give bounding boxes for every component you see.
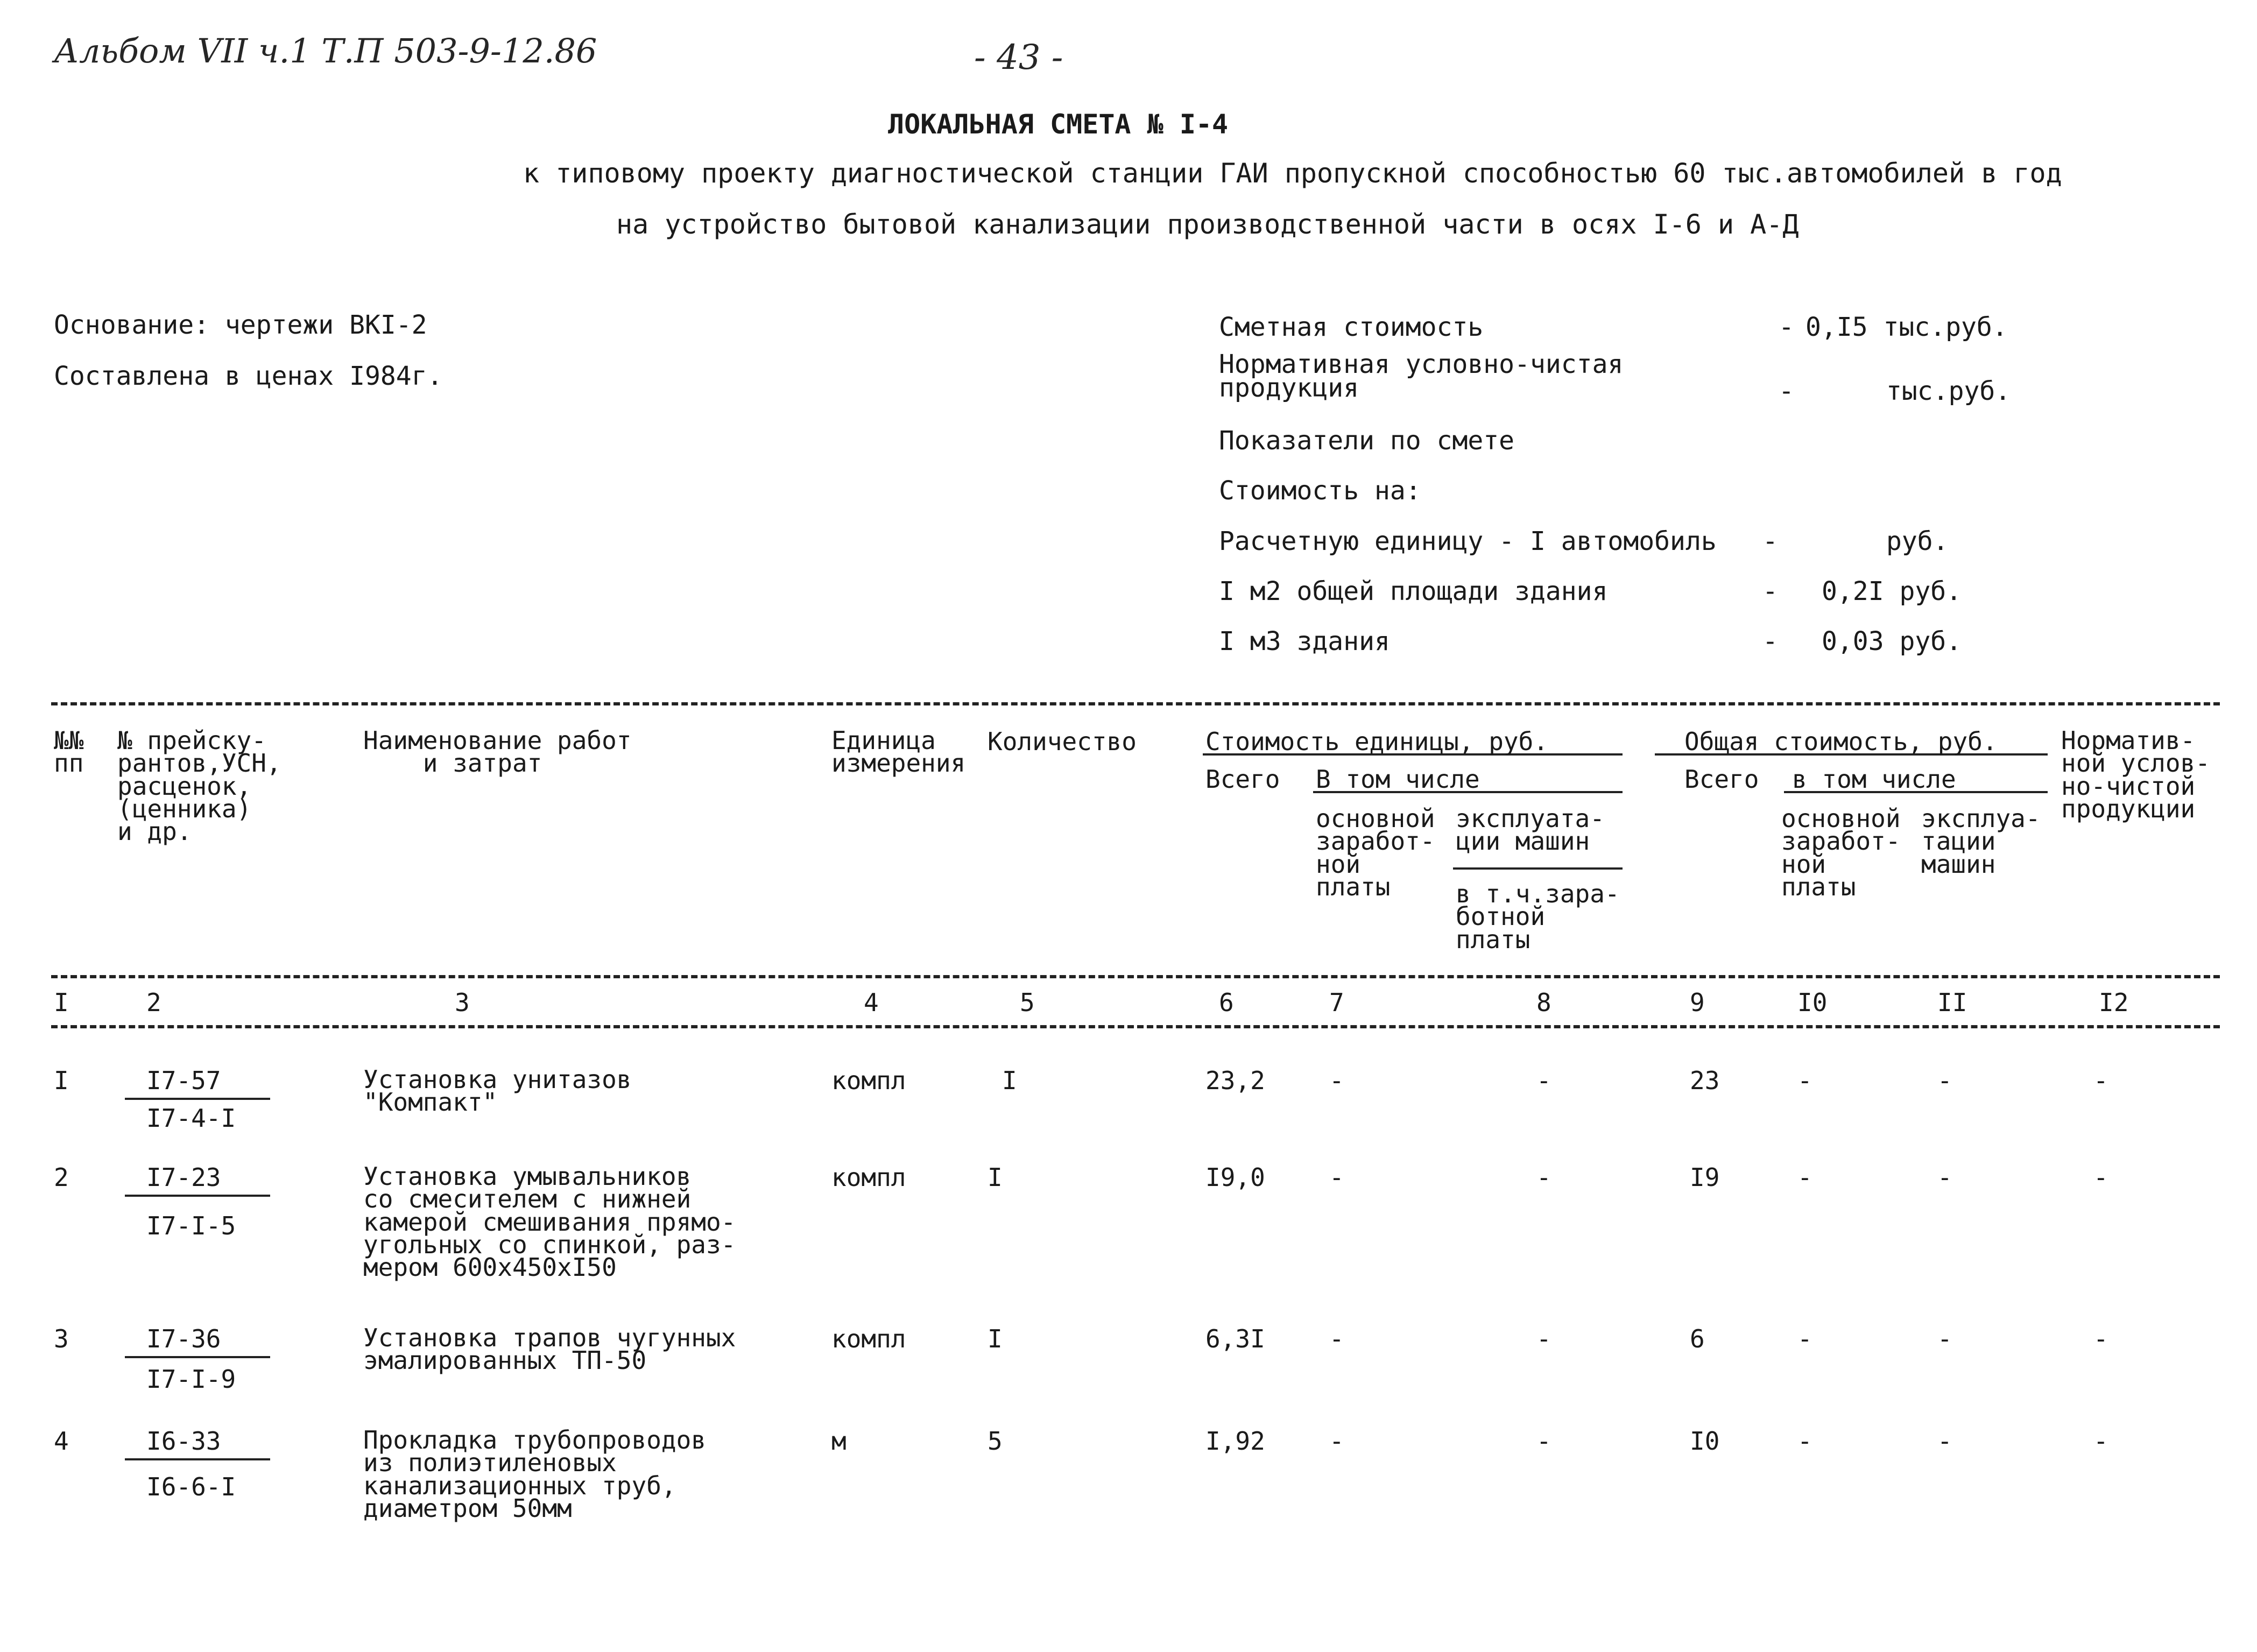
quantity: 5 <box>988 1427 1003 1456</box>
header-net-product: Норматив- ной услов- но-чистой продукции <box>2061 726 2210 823</box>
column-number-6: 6 <box>1219 988 1234 1017</box>
column-number-3: 3 <box>455 988 470 1017</box>
summary-per-m2-value: 0,2I руб. <box>1822 576 1962 606</box>
net-product: - <box>2093 1066 2108 1095</box>
unit-mach-underline <box>1453 867 1623 870</box>
summary-per-car-value: руб. <box>1886 526 1949 556</box>
total: 6 <box>1690 1324 1705 1353</box>
total-machines: - <box>1937 1324 1952 1353</box>
table-top-rule <box>51 702 2220 705</box>
unit-wage: - <box>1329 1066 1344 1095</box>
summary-net-product-dash: - <box>1779 376 1794 406</box>
work-name: Установка унитазов "Компакт" <box>363 1065 632 1117</box>
total-machines: - <box>1937 1066 1952 1095</box>
total-wage: - <box>1797 1324 1812 1353</box>
unit: компл <box>831 1163 906 1192</box>
document-subtitle-2: на устройство бытовой канализации производственной части в осях I-6 и А-Д <box>616 209 1799 240</box>
unit: м <box>831 1427 847 1456</box>
unit-wage: - <box>1329 1427 1344 1456</box>
document-subtitle-1: к типовому проекту диагностической станции ГАИ пропускной способностью 60 тыс.автомобилей в год <box>523 158 2062 189</box>
unit-total: 6,3I <box>1205 1324 1265 1353</box>
price-code-divider <box>125 1098 270 1100</box>
summary-per-car-label: Расчетную единицу - I автомобиль <box>1219 526 1717 556</box>
unit-machines: - <box>1536 1324 1551 1353</box>
album-reference: Альбом VII ч.1 Т.П 503-9-12.86 <box>54 31 597 70</box>
total: 23 <box>1690 1066 1720 1095</box>
summary-per-m3-label: I м3 здания <box>1219 626 1390 656</box>
column-number-1: I <box>54 988 69 1017</box>
unit-machines: - <box>1536 1427 1551 1456</box>
summary-estimated-cost-dash: - <box>1779 312 1794 342</box>
total-wage: - <box>1797 1427 1812 1456</box>
quantity: I <box>988 1324 1003 1353</box>
price-code-bottom: I6-6-I <box>146 1472 236 1501</box>
header-total-wage: основной заработ- ной платы <box>1781 804 1901 901</box>
price-code-top: I6-33 <box>146 1427 221 1456</box>
summary-indicators-label: Показатели по смете <box>1219 426 1515 456</box>
page-number: - 43 - <box>974 38 1063 77</box>
total-machines: - <box>1937 1427 1952 1456</box>
column-number-8: 8 <box>1536 988 1551 1017</box>
column-number-9: 9 <box>1690 988 1705 1017</box>
summary-estimated-cost-label: Сметная стоимость <box>1219 312 1484 342</box>
unit-total: 23,2 <box>1205 1066 1265 1095</box>
header-unit-wage: основной заработ- ной платы <box>1316 804 1435 901</box>
header-unit-machine-wage: в т.ч.зара- ботной платы <box>1456 879 1620 954</box>
header-unit-incl: В том числе <box>1316 765 1480 794</box>
total-machines: - <box>1937 1163 1952 1192</box>
header-unit-cost: Стоимость единицы, руб. <box>1205 727 1548 756</box>
price-code-bottom: I7-I-9 <box>146 1365 236 1394</box>
price-code-top: I7-23 <box>146 1163 221 1192</box>
header-item-number: №№ пп <box>54 726 84 778</box>
net-product: - <box>2093 1427 2108 1456</box>
total: I9 <box>1690 1163 1720 1192</box>
summary-per-car-dash: - <box>1762 526 1778 556</box>
total: I0 <box>1690 1427 1720 1456</box>
header-unit-machines: эксплуата- ции машин <box>1456 804 1605 856</box>
quantity: I <box>1002 1066 1017 1095</box>
header-total-machines: эксплуа- тации машин <box>1921 804 2041 879</box>
unit: компл <box>831 1324 906 1353</box>
header-total-total: Всего <box>1684 765 1759 794</box>
unit-wage: - <box>1329 1324 1344 1353</box>
header-unit: Единица измерения <box>831 726 966 778</box>
unit-total: I9,0 <box>1205 1163 1265 1192</box>
summary-net-product-label: Нормативная условно-чистая продукция <box>1219 349 1624 404</box>
net-product: - <box>2093 1324 2108 1353</box>
summary-cost-per-label: Стоимость на: <box>1219 476 1421 506</box>
unit-machines: - <box>1536 1163 1551 1192</box>
header-quantity: Количество <box>988 727 1137 756</box>
document-title: ЛОКАЛЬНАЯ СМЕТА № I-4 <box>888 109 1229 140</box>
header-unit-total: Всего <box>1205 765 1280 794</box>
column-number-5: 5 <box>1020 988 1035 1017</box>
row-number: I <box>54 1066 69 1095</box>
price-code-bottom: I7-4-I <box>146 1104 236 1133</box>
total-wage: - <box>1797 1066 1812 1095</box>
column-number-10: I0 <box>1797 988 1828 1017</box>
unit-wage: - <box>1329 1163 1344 1192</box>
row-number: 4 <box>54 1427 69 1456</box>
unit-total: I,92 <box>1205 1427 1265 1456</box>
total-wage: - <box>1797 1163 1812 1192</box>
net-product: - <box>2093 1163 2108 1192</box>
price-code-divider <box>125 1195 270 1197</box>
work-name: Установка трапов чугунных эмалированных ТП-50 <box>363 1323 736 1375</box>
price-code-top: I7-36 <box>146 1324 221 1353</box>
summary-net-product-value: тыс.руб. <box>1886 376 2011 406</box>
column-number-2: 2 <box>146 988 161 1017</box>
unit-machines: - <box>1536 1066 1551 1095</box>
price-code-top: I7-57 <box>146 1066 221 1095</box>
header-work-name: Наименование работ и затрат <box>363 726 632 778</box>
header-total-incl: в том числе <box>1792 765 1956 794</box>
basis-prices: Составлена в ценах I984г. <box>54 361 443 391</box>
column-number-12: I2 <box>2099 988 2129 1017</box>
work-name: Установка умывальников со смесителем с нижней камерой смешивания прямо- угольных со спинкой, раз- мером 600x450xI50 <box>363 1162 736 1282</box>
price-code-bottom: I7-I-5 <box>146 1211 236 1240</box>
summary-per-m3-dash: - <box>1762 626 1778 656</box>
row-number: 3 <box>54 1324 69 1353</box>
summary-per-m2-dash: - <box>1762 576 1778 606</box>
table-header-bottom-rule <box>51 975 2220 978</box>
header-total-cost: Общая стоимость, руб. <box>1684 727 1998 756</box>
column-numbers-bottom-rule <box>51 1025 2220 1028</box>
unit: компл <box>831 1066 906 1095</box>
price-code-divider <box>125 1458 270 1460</box>
summary-per-m2-label: I м2 общей площади здания <box>1219 576 1608 606</box>
column-number-11: II <box>1937 988 1967 1017</box>
work-name: Прокладка трубопроводов из полиэтиленовых канализационных труб, диаметром 50мм <box>363 1425 706 1523</box>
quantity: I <box>988 1163 1003 1192</box>
summary-per-m3-value: 0,03 руб. <box>1822 626 1962 656</box>
price-code-divider <box>125 1356 270 1358</box>
column-number-7: 7 <box>1329 988 1344 1017</box>
summary-estimated-cost-value: 0,I5 тыс.руб. <box>1805 312 2008 342</box>
header-price-list: № прейску- рантов,УСН, расценок, (ценника) и др. <box>117 726 281 846</box>
basis-drawings: Основание: чертежи ВКI-2 <box>54 310 427 340</box>
row-number: 2 <box>54 1163 69 1192</box>
column-number-4: 4 <box>864 988 879 1017</box>
